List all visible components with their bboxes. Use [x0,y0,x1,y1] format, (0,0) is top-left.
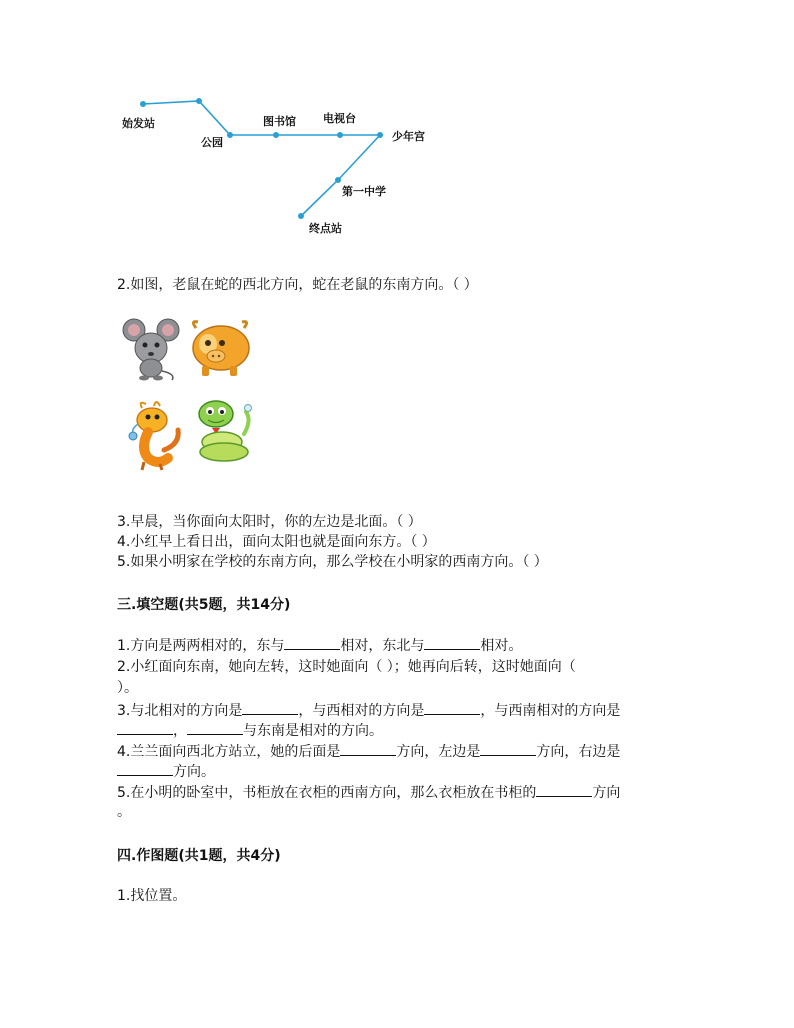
judge-question-5: 5.如果小明家在学校的东南方向，那么学校在小明家的西南方向。（ ） [117,554,548,570]
stop-dot-youth-palace [377,132,383,138]
fill-q4-text-d: 方向。 [173,764,215,780]
fill-question-3-line-2 [117,721,383,740]
stop-dot-library [273,132,279,138]
fill-q1-text-a: 1.方向是两两相对的，东与 [117,638,285,654]
route-line-lower [301,135,380,216]
drawing-question-1: 1.找位置。 [117,888,187,904]
fill-question-5-line-1 [117,783,620,802]
fill-q4-text-c: 方向，右边是 [536,744,621,760]
snake-icon [194,398,256,464]
fill-q3-text-e: 与东南是相对的方向。 [243,723,383,739]
stop-label-tv-station: 电视台 [323,112,356,125]
fill-q1-blank-2[interactable] [424,636,480,650]
fill-q4-blank-3[interactable] [117,762,173,776]
fill-q1-blank-1[interactable] [284,636,340,650]
fill-question-4-line-1 [117,742,620,761]
fill-q5-text-a: 5.在小明的卧室中，书柜放在衣柜的西南方向，那么衣柜放在书柜的 [117,785,537,801]
fill-q4-blank-2[interactable] [480,742,536,756]
section-title-drawing: 四.作图题(共1题，共4分) [117,848,281,864]
dragon-icon [124,400,186,472]
stop-label-terminal: 终点站 [309,222,342,235]
fill-q4-text-a: 4.兰兰面向西北方站立，她的后面是 [117,744,341,760]
stop-label-youth-palace: 少年宫 [392,130,425,143]
fill-q3-text-d: ， [173,723,187,739]
stop-dot-first-middle-school [335,177,341,183]
fill-q3-text-c: ，与西南相对的方向是 [480,703,621,719]
fill-q4-blank-1[interactable] [340,742,396,756]
judge-question-3: 3.早晨，当你面向太阳时，你的左边是北面。（ ） [117,514,422,530]
fill-q3-blank-2[interactable] [424,701,480,715]
stop-dot-park [227,132,233,138]
fill-q3-blank-4[interactable] [187,721,243,735]
fill-q3-text-a: 3.与北相对的方向是 [117,703,243,719]
stop-label-first-middle-school: 第一中学 [342,185,386,198]
stop-dot-start [140,101,146,107]
fill-q5-blank-1[interactable] [536,783,592,797]
fill-question-2-line-1: 2.小红面向东南，她向左转，这时她面向（ ）；她再向后转，这时她面向（ [117,659,576,675]
fill-question-5-line-2: 。 [117,804,131,820]
stop-label-park: 公园 [201,136,223,149]
stop-dot-bend [196,98,202,104]
judge-question-2: 2.如图，老鼠在蛇的西北方向，蛇在老鼠的东南方向。（ ） [117,277,478,293]
judge-question-4: 4.小红早上看日出，面向太阳也就是面向东方。（ ） [117,534,436,550]
fill-q3-blank-3[interactable] [117,721,173,735]
fill-q4-text-b: 方向，左边是 [396,744,481,760]
stop-label-start: 始发站 [122,117,155,130]
fill-q1-text-c: 相对。 [480,638,523,654]
fill-q3-blank-1[interactable] [242,701,298,715]
ox-icon [188,318,254,378]
route-map [110,85,450,245]
mouse-icon [122,316,180,382]
fill-question-4-line-2 [117,762,215,781]
stop-dot-terminal [298,213,304,219]
fill-question-1 [117,636,522,655]
fill-q3-text-b: ，与西相对的方向是 [298,703,425,719]
stop-dot-tv-station [337,132,343,138]
section-title-fill-in: 三.填空题(共5题，共14分) [117,597,291,613]
fill-q1-text-b: 相对，东北与 [340,638,425,654]
fill-q5-text-b: 方向 [592,785,621,801]
stop-label-library: 图书馆 [263,115,296,128]
fill-question-3-line-1 [117,701,620,720]
fill-question-2-line-2: ）。 [117,680,138,696]
